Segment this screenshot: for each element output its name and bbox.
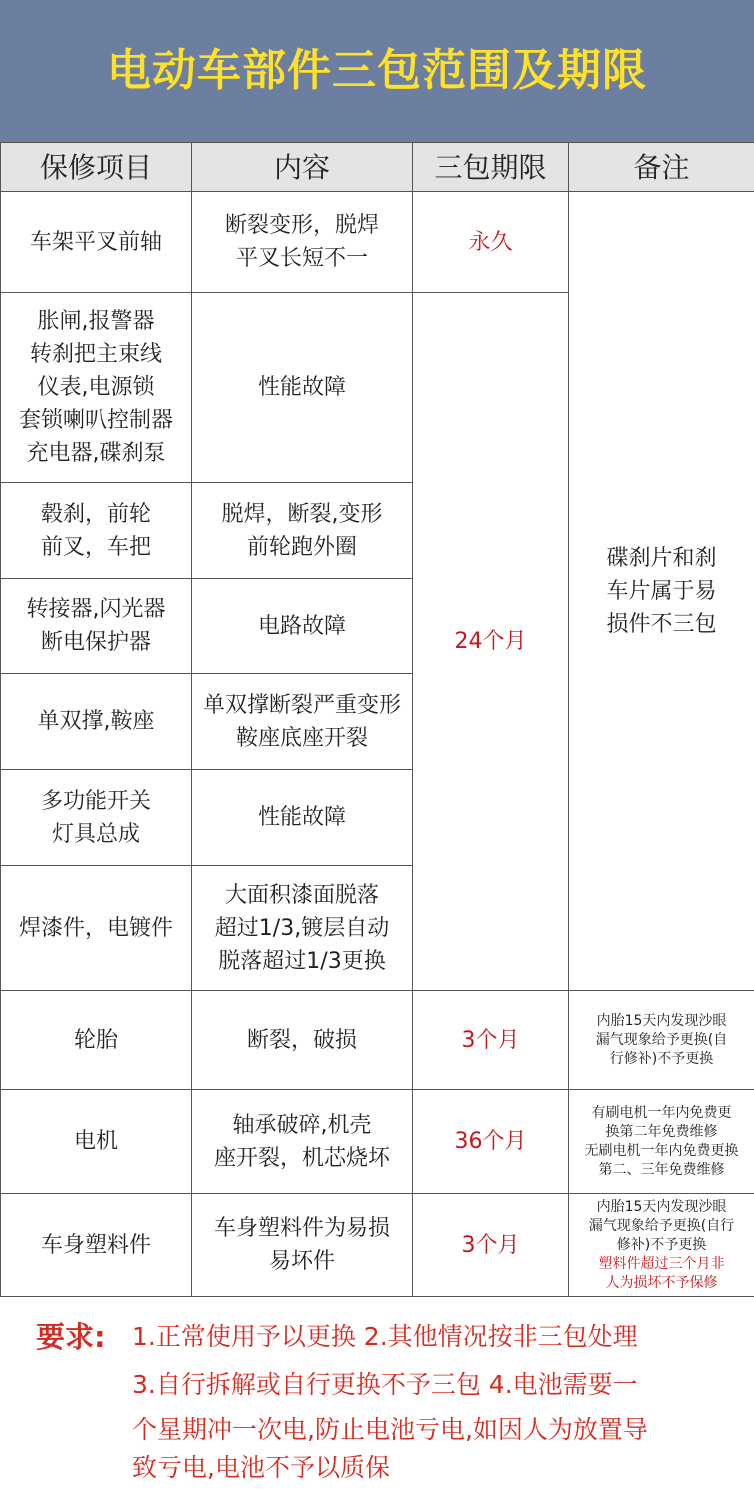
content-cell: 电路故障 bbox=[192, 579, 413, 674]
table-row bbox=[1, 991, 754, 1090]
content-cell: 性能故障 bbox=[192, 770, 413, 866]
content-cell: 断裂变形，脱焊 平叉长短不一 bbox=[192, 192, 413, 293]
requirement-line: 个星期冲一次电,防止电池亏电,如因人为放置导 bbox=[132, 1415, 648, 1444]
warranty-table bbox=[0, 142, 754, 1297]
item-cell: 轮胎 bbox=[1, 991, 192, 1090]
page-title: 电动车部件三包范围及期限 bbox=[107, 45, 647, 96]
content-cell: 性能故障 bbox=[192, 293, 413, 483]
table-row bbox=[1, 1194, 754, 1297]
column-header: 保修项目 bbox=[1, 143, 192, 192]
item-cell: 车架平叉前轴 bbox=[1, 192, 192, 293]
content-cell: 轴承破碎,机壳 座开裂，机芯烧坏 bbox=[192, 1090, 413, 1194]
period-cell: 3个月 bbox=[413, 1194, 569, 1297]
period-cell: 36个月 bbox=[413, 1090, 569, 1194]
requirements-label: 要求: bbox=[36, 1320, 106, 1354]
item-cell: 车身塑料件 bbox=[1, 1194, 192, 1297]
period-cell: 永久 bbox=[413, 192, 569, 293]
header-banner bbox=[0, 0, 754, 142]
period-cell: 24个月 bbox=[413, 293, 569, 991]
table-header-row bbox=[1, 143, 754, 192]
column-header: 备注 bbox=[569, 143, 754, 192]
column-header: 内容 bbox=[192, 143, 413, 192]
item-cell: 电机 bbox=[1, 1090, 192, 1194]
content-cell: 单双撑断裂严重变形 鞍座底座开裂 bbox=[192, 674, 413, 770]
item-cell: 多功能开关 灯具总成 bbox=[1, 770, 192, 866]
requirement-line: 1.正常使用予以更换 2.其他情况按非三包处理 bbox=[132, 1322, 638, 1351]
column-header: 三包期限 bbox=[413, 143, 569, 192]
requirement-line: 3.自行拆解或自行更换不予三包 4.电池需要一 bbox=[132, 1370, 638, 1399]
requirements-section bbox=[0, 1296, 754, 1498]
note-cell: 内胎15天内发现沙眼 漏气现象给予更换(自 行修补)不予更换 bbox=[569, 991, 754, 1090]
item-cell: 单双撑,鞍座 bbox=[1, 674, 192, 770]
table-row bbox=[1, 192, 754, 293]
note-cell: 碟刹片和刹 车片属于易 损件不三包 bbox=[569, 192, 754, 991]
period-cell: 3个月 bbox=[413, 991, 569, 1090]
content-cell: 车身塑料件为易损 易坏件 bbox=[192, 1194, 413, 1297]
item-cell: 转接器,闪光器 断电保护器 bbox=[1, 579, 192, 674]
item-cell: 毂刹，前轮 前叉，车把 bbox=[1, 483, 192, 579]
content-cell: 脱焊，断裂,变形 前轮跑外圈 bbox=[192, 483, 413, 579]
item-cell: 胀闸,报警器 转刹把主束线 仪表,电源锁 套锁喇叭控制器 充电器,碟刹泵 bbox=[1, 293, 192, 483]
note-cell: 有刷电机一年内免费更 换第二年免费维修 无刷电机一年内免费更换 第二、三年免费维修 bbox=[569, 1090, 754, 1194]
note-cell: 内胎15天内发现沙眼 漏气现象给予更换(自行 修补)不予更换 塑料件超过三个月非 人为损坏不予保修 bbox=[569, 1194, 754, 1297]
content-cell: 断裂，破损 bbox=[192, 991, 413, 1090]
item-cell: 焊漆件，电镀件 bbox=[1, 866, 192, 991]
content-cell: 大面积漆面脱落 超过1/3,镀层自动 脱落超过1/3更换 bbox=[192, 866, 413, 991]
requirement-line: 致亏电,电池不予以质保 bbox=[132, 1453, 390, 1482]
table-row bbox=[1, 1090, 754, 1194]
